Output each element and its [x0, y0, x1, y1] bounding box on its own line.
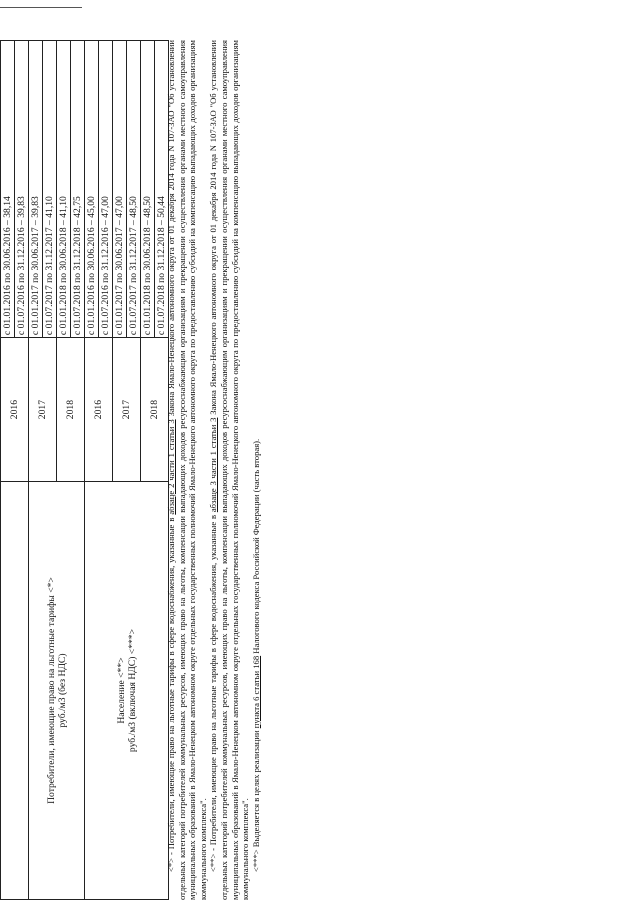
table-row [85, 41, 113, 900]
table-row [1, 41, 29, 900]
tariff-period: с 01.07.2018 по 31.12.2018 – 50,44 [156, 196, 167, 336]
year-cell: 2018 [141, 338, 169, 482]
tariff-periods-cell [141, 41, 169, 338]
tariff-period: с 01.01.2016 по 30.06.2016 – 45,00 [85, 41, 99, 337]
year-cell: 2016 [1, 338, 29, 482]
category-line: Потребители, имеющие право на льготные тарифы <*> [45, 577, 57, 804]
footnote-3: <***> Выделяется в целях реализации пункта 6 статьи 168 Налогового кодекса Российской Федерации (часть вторая). [250, 438, 261, 872]
category-line: руб./м3 (включая НДС) <***> [126, 628, 138, 753]
tariff-period: с 01.01.2017 по 30.06.2017 – 39,83 [29, 41, 43, 337]
year-cell: 2017 [113, 338, 141, 482]
tariff-period: с 01.07.2016 по 31.12.2016 – 39,83 [16, 196, 27, 336]
tariff-period: с 01.07.2018 по 31.12.2018 – 42,75 [72, 196, 83, 336]
tariff-period: с 01.07.2016 по 31.12.2016 – 47,00 [100, 196, 111, 336]
category-cell [29, 482, 85, 900]
rotated-page [0, 40, 280, 900]
tariff-periods-cell [57, 41, 85, 338]
category-cell [1, 482, 29, 900]
footnotes [166, 40, 261, 900]
tariff-period: с 01.01.2016 по 30.06.2016 – 38,14 [1, 41, 15, 337]
footnote-2-link[interactable]: абзаце 3 части 1 статьи 3 [208, 417, 219, 513]
footnote-1: <*> - Потребители, имеющие право на льготные тарифы в сфере водоснабжения, указанные в абзаце 2 части 1 статьи 3 Закона Ямало-Ненецкого автономного округа от 01 декабря 2014 года N 107-ЗАО "Об установлении отдельных категорий потребителей коммунальных ресурсов, имеющих право на льготы, компенсации выпадающих доходов ресурсоснабжающим организациям и прекращении осуществления органами местного самоуправления муниципальных образований в Ямало-Ненецком автономном округе отдельных государственных полномочий Ямало-Ненецкого автономного округа по предоставлению субсидий на компенсацию выпадающих доходов организациям коммунального комплекса". [166, 40, 208, 900]
footnote-1-link[interactable]: абзаце 2 части 1 статьи 3 [166, 419, 176, 515]
year-cell: 2018 [57, 338, 85, 482]
tariff-periods-cell [1, 41, 29, 338]
tariff-periods-cell [113, 41, 141, 338]
tariff-period: с 01.07.2017 по 31.12.2017 – 41,10 [44, 196, 55, 336]
table-row [29, 41, 57, 900]
tariff-period: с 01.01.2018 по 30.06.2018 – 41,10 [57, 41, 71, 337]
tariff-table [0, 40, 169, 900]
tariff-periods-cell [85, 41, 113, 338]
tariff-period: с 01.01.2018 по 30.06.2018 – 48,50 [141, 41, 155, 337]
category-line: руб./м3 (без НДС) [56, 653, 68, 728]
header-rule [0, 7, 82, 8]
footnote-3-link[interactable]: пункта 6 статьи 168 [250, 655, 261, 729]
year-cell: 2017 [29, 338, 57, 482]
tariff-period: с 01.01.2017 по 30.06.2017 – 47,00 [113, 41, 127, 337]
footnote-2: <**> - Потребители, имеющие право на льготные тарифы в сфере водоснабжения, указанные в абзаце 3 части 1 статьи 3 Закона Ямало-Ненецкого автономного округа от 01 декабря 2014 года N 107-ЗАО "Об установлении отдельных категорий потребителей коммунальных ресурсов, имеющих право на льготы, компенсации выпадающих доходов ресурсоснабжающим организациям и прекращении осуществления органами местного самоуправления муниципальных образований в Ямало-Ненецком автономном округе отдельных государственных полномочий Ямало-Ненецкого автономного округа по предоставлению субсидий на компенсацию выпадающих доходов организациям коммунального комплекса". [208, 40, 251, 900]
category-cell [85, 482, 169, 900]
tariff-period: с 01.07.2017 по 31.12.2017 – 48,50 [128, 196, 139, 336]
category-line: Население <**> [115, 657, 127, 724]
year-cell: 2016 [85, 338, 113, 482]
tariff-periods-cell [29, 41, 57, 338]
